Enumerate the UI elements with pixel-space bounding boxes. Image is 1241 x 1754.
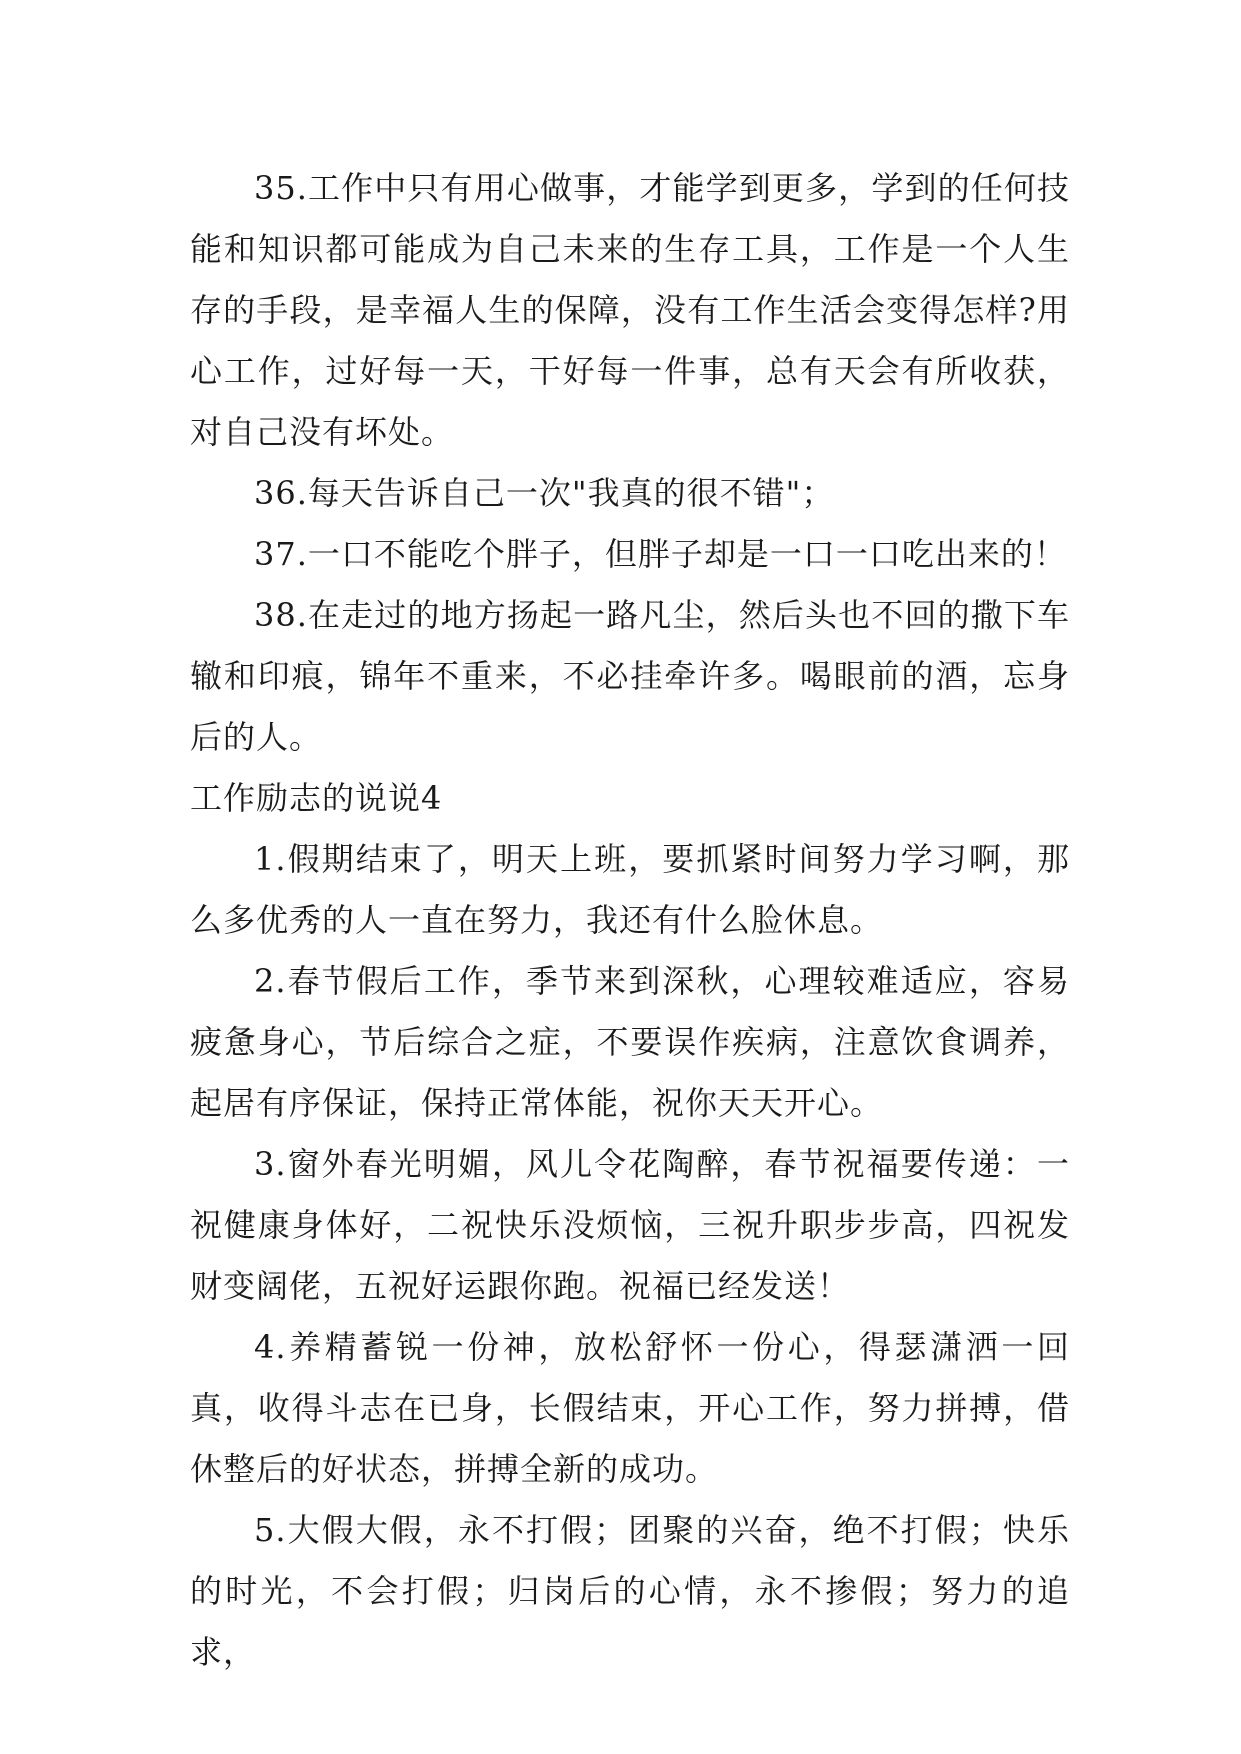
paragraph-2: 2.春节假后工作，季节来到深秋，心理较难适应，容易疲惫身心，节后综合之症，不要误作疾病，注意饮食调养，起居有序保证，保持正常体能，祝你天天开心。 — [190, 962, 1070, 1122]
paragraph-35: 35.工作中只有用心做事，才能学到更多，学到的任何技能和知识都可能成为自己未来的生存工具，工作是一个人生存的手段，是幸福人生的保障，没有工作生活会变得怎样?用心工作，过好每一天，干好每一件事，总有天会有所收获，对自己没有坏处。 — [190, 169, 1070, 451]
document-body — [190, 158, 1070, 1683]
section-heading: 工作励志的说说4 — [190, 779, 443, 817]
paragraph-3: 3.窗外春光明媚，风儿令花陶醉，春节祝福要传递：一祝健康身体好，二祝快乐没烦恼，三祝升职步步高，四祝发财变阔佬，五祝好运跟你跑。祝福已经发送！ — [190, 1145, 1070, 1305]
paragraph-5: 5.大假大假，永不打假；团聚的兴奋，绝不打假；快乐的时光，不会打假；归岗后的心情，永不掺假；努力的追求， — [190, 1511, 1070, 1671]
paragraph-1: 1.假期结束了，明天上班，要抓紧时间努力学习啊，那么多优秀的人一直在努力，我还有什么脸休息。 — [190, 840, 1070, 939]
paragraph-4: 4.养精蓄锐一份神，放松舒怀一份心，得瑟潇洒一回真，收得斗志在已身，长假结束，开心工作，努力拼搏，借休整后的好状态，拼搏全新的成功。 — [190, 1328, 1070, 1488]
paragraph-38: 38.在走过的地方扬起一路凡尘，然后头也不回的撒下车辙和印痕，锦年不重来，不必挂牵许多。喝眼前的酒，忘身后的人。 — [190, 596, 1070, 756]
paragraph-37: 37.一口不能吃个胖子，但胖子却是一口一口吃出来的！ — [254, 535, 1067, 573]
paragraph-36: 36.每天告诉自己一次"我真的很不错"； — [254, 474, 835, 512]
